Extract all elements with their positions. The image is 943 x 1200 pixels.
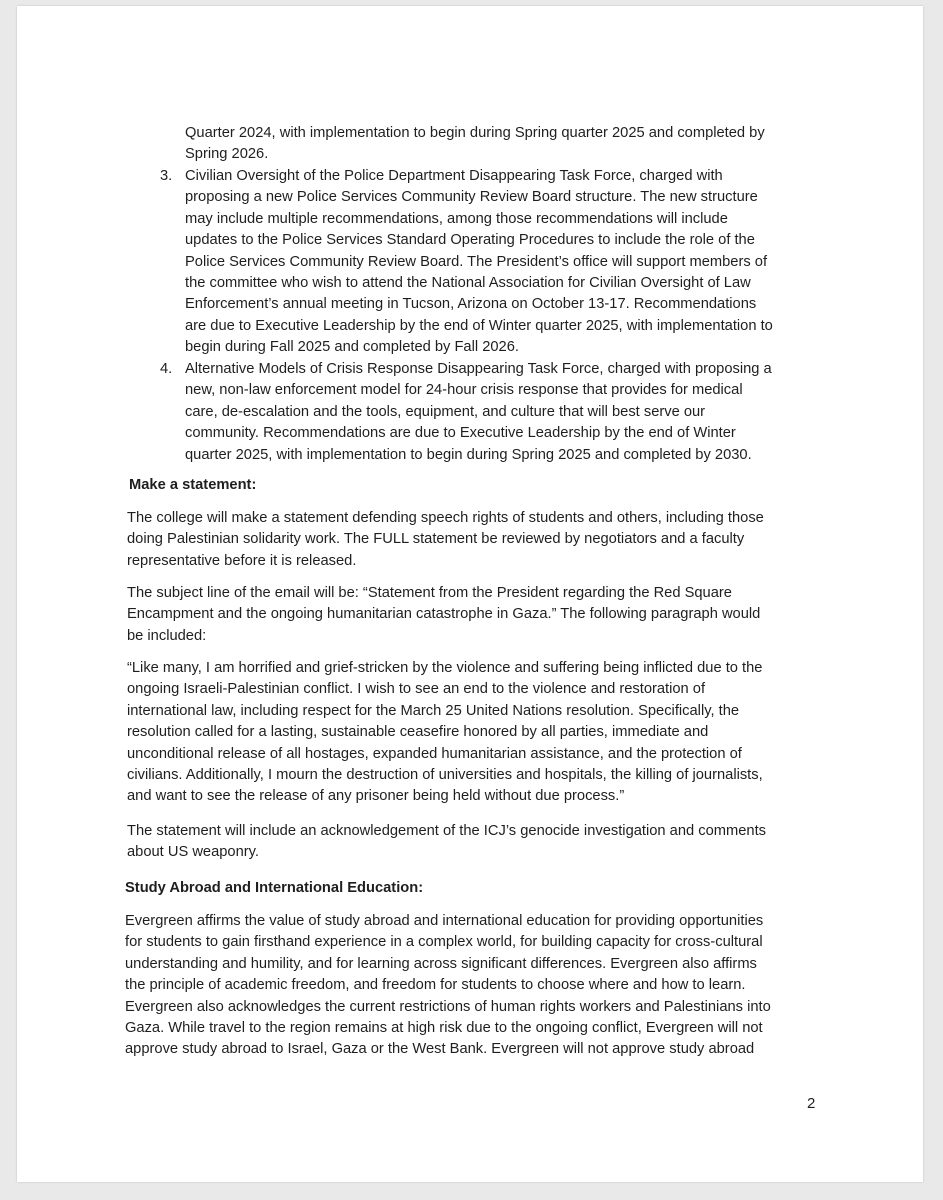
text-line: unconditional release of all hostages, expanded humanitarian assistance, and the protection of bbox=[127, 745, 742, 762]
text-line: proposing a new Police Services Community Review Board structure. The new structure bbox=[185, 189, 758, 206]
text-line: ongoing Israeli-Palestinian conflict. I wish to see an end to the violence and restoration of bbox=[127, 681, 706, 698]
text-line: new, non-law enforcement model for 24-hour crisis response that provides for medical bbox=[185, 382, 743, 399]
list-continuation bbox=[185, 123, 835, 166]
paragraph bbox=[125, 911, 845, 1061]
text-line: about US weaponry. bbox=[127, 844, 259, 861]
text-line: Civilian Oversight of the Police Department Disappearing Task Force, charged with bbox=[185, 168, 723, 184]
text-line: doing Palestinian solidarity work. The FULL statement be reviewed by negotiators and a faculty bbox=[127, 531, 745, 548]
text-line: the committee who wish to attend the National Association for Civilian Oversight of Law bbox=[185, 275, 751, 292]
text-line: Gaza. While travel to the region remains at high risk due to the ongoing conflict, Evergreen will not bbox=[125, 1020, 763, 1037]
text-line: understanding and humility, and for learning across significant differences. Evergreen also affirms bbox=[125, 955, 757, 972]
list-item-text bbox=[185, 166, 845, 359]
text-line: resolution called for a lasting, sustainable ceasefire honored by all parties, immediate and bbox=[127, 724, 709, 741]
text-line: Evergreen also acknowledges the current restrictions of human rights workers and Palestinians into bbox=[125, 998, 771, 1015]
text-line: “Like many, I am horrified and grief-stricken by the violence and suffering being inflicted due to the bbox=[127, 660, 763, 676]
section-heading-study-abroad: Study Abroad and International Education: bbox=[125, 880, 424, 896]
text-line: The subject line of the email will be: “Statement from the President regarding the Red Square bbox=[127, 585, 732, 601]
text-line: Alternative Models of Crisis Response Disappearing Task Force, charged with proposing a bbox=[185, 361, 772, 377]
text-line: the principle of academic freedom, and freedom for students to choose where and how to learn. bbox=[125, 977, 746, 994]
list-number: 4. bbox=[160, 361, 173, 377]
paragraph bbox=[127, 821, 847, 864]
page-number: 2 bbox=[807, 1095, 816, 1112]
list-item-text bbox=[185, 359, 845, 466]
text-line: and want to see the release of any prisoner being held without due process.” bbox=[127, 788, 625, 805]
text-line: updates to the Police Services Standard Operating Procedures to include the role of the bbox=[185, 232, 755, 249]
document-page bbox=[17, 6, 923, 1182]
list-number: 3. bbox=[160, 168, 173, 184]
text-line: community. Recommendations are due to Executive Leadership by the end of Winter bbox=[185, 425, 736, 442]
text-line: The statement will include an acknowledgement of the ICJ’s genocide investigation and comments bbox=[127, 823, 766, 839]
paragraph bbox=[127, 583, 847, 647]
text-line: representative before it is released. bbox=[127, 552, 357, 569]
quoted-paragraph bbox=[127, 658, 847, 808]
text-line: international law, including respect for the March 25 United Nations resolution. Specifically, the bbox=[127, 702, 740, 719]
text-line: are due to Executive Leadership by the end of Winter quarter 2025, with implementation to bbox=[185, 317, 773, 334]
text-line: for students to gain firsthand experience in a complex world, for building capacity for cross-cultural bbox=[125, 934, 763, 951]
text-line: Spring 2026. bbox=[185, 146, 269, 163]
text-line: may include multiple recommendations, among those recommendations will include bbox=[185, 210, 728, 227]
text-line: Evergreen affirms the value of study abroad and international education for providing opportunities bbox=[125, 913, 764, 929]
paragraph bbox=[127, 508, 847, 572]
text-line: be included: bbox=[127, 627, 207, 644]
text-line: approve study abroad to Israel, Gaza or the West Bank. Evergreen will not approve study abroad bbox=[125, 1041, 755, 1058]
section-heading-statement: Make a statement: bbox=[129, 477, 257, 493]
text-line: Quarter 2024, with implementation to begin during Spring quarter 2025 and completed by bbox=[185, 125, 765, 141]
text-line: Police Services Community Review Board. The President’s office will support members of bbox=[185, 253, 768, 270]
text-line: Enforcement’s annual meeting in Tucson, Arizona on October 13-17. Recommendations bbox=[185, 296, 757, 313]
text-line: care, de-escalation and the tools, equipment, and culture that will best serve our bbox=[185, 403, 706, 420]
text-line: The college will make a statement defending speech rights of students and others, including those bbox=[127, 510, 764, 526]
text-line: quarter 2025, with implementation to begin during Spring 2025 and completed by 2030. bbox=[185, 446, 752, 463]
text-line: civilians. Additionally, I mourn the destruction of universities and hospitals, the killing of journalists, bbox=[127, 767, 763, 784]
text-line: Encampment and the ongoing humanitarian catastrophe in Gaza.” The following paragraph would bbox=[127, 606, 761, 623]
text-line: begin during Fall 2025 and completed by Fall 2026. bbox=[185, 339, 519, 356]
